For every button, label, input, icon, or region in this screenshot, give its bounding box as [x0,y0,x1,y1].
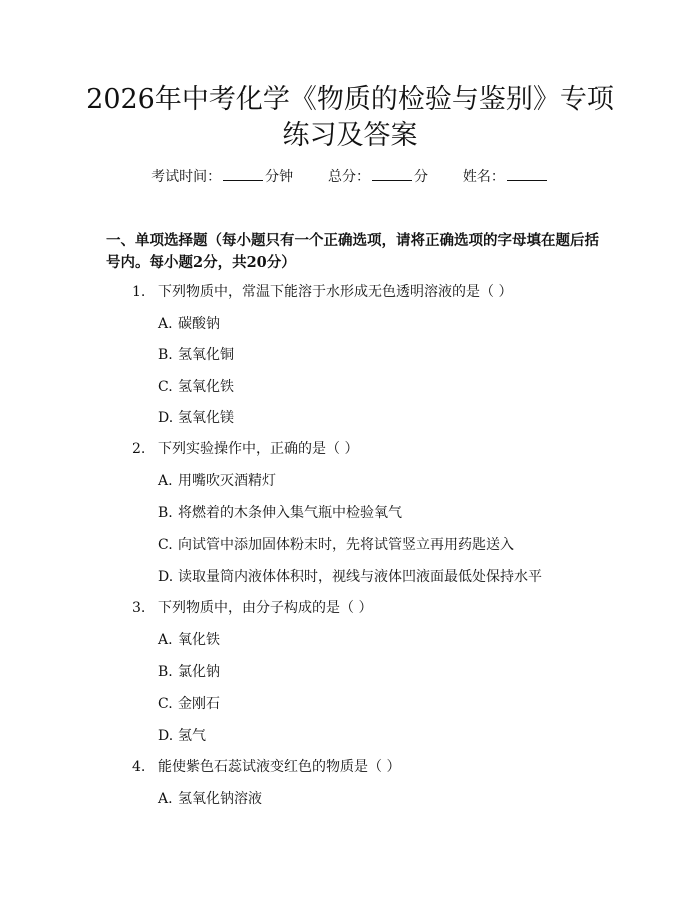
option-1c [158,377,234,397]
page-title-line-1: 2026年中考化学《物质的检验与鉴别》专项 [86,84,614,115]
option-3b [158,662,220,682]
page-title-line-2: 练习及答案 [282,120,418,151]
question-1 [132,282,512,302]
time-unit: 分钟 [265,169,294,185]
option-label: A. [158,791,173,807]
option-text: 读取量筒内液体体积时，视线与液体凹液面最低处保持水平 [178,569,542,585]
option-text: 向试管中添加固体粉末时，先将试管竖立再用药匙送入 [178,537,514,553]
option-text: 氢氧化钠溶液 [178,791,262,807]
question-3 [132,598,372,618]
option-text: 碳酸钠 [178,316,220,332]
question-text: 下列实验操作中，正确的是（ ） [158,441,359,457]
option-label: C. [158,696,173,712]
option-2a [158,471,276,491]
option-text: 氢气 [178,728,206,744]
option-2d [158,567,542,587]
question-text: 能使紫色石蕊试液变红色的物质是（ ） [158,759,401,775]
option-2b [158,503,402,523]
option-label: D. [158,410,174,426]
question-text: 下列物质中，由分子构成的是（ ） [158,600,373,616]
score-label: 总分： [328,169,370,185]
option-label: A. [158,632,173,648]
question-number: 1. [132,284,146,300]
question-number: 4. [132,759,146,775]
option-text: 用嘴吹灭酒精灯 [178,473,276,489]
question-number: 2. [132,441,146,457]
time-label: 考试时间： [151,169,222,185]
option-2c [158,535,514,555]
option-3a [158,630,220,650]
option-4a [158,789,262,809]
option-label: B. [158,664,173,680]
question-2 [132,439,358,459]
option-1a [158,314,220,334]
question-4 [132,757,400,777]
option-text: 氢氧化铁 [178,379,234,395]
score-blank[interactable] [372,168,412,181]
option-3c [158,694,220,714]
option-label: C. [158,379,173,395]
option-text: 氧化铁 [178,632,220,648]
option-label: D. [158,569,174,585]
option-1d [158,408,234,428]
option-label: B. [158,347,173,363]
option-text: 金刚石 [178,696,220,712]
option-text: 氯化钠 [178,664,220,680]
option-label: A. [158,473,173,489]
option-label: D. [158,728,174,744]
option-label: B. [158,505,173,521]
time-blank[interactable] [223,168,263,181]
option-text: 将燃着的木条伸入集气瓶中检验氧气 [178,505,402,521]
option-label: C. [158,537,173,553]
score-unit: 分 [414,169,428,185]
exam-info [0,167,700,187]
option-1b [158,345,234,365]
option-label: A. [158,316,173,332]
option-text: 氢氧化铜 [178,347,234,363]
section-heading: 一、单项选择题（每小题只有一个正确选项，请将正确选项的字母填在题后括号内。每小题2分，共20分） [106,232,599,271]
option-3d [158,726,206,746]
option-text: 氢氧化镁 [178,410,234,426]
name-blank[interactable] [507,168,547,181]
name-label: 姓名： [462,169,505,185]
question-number: 3. [132,600,146,616]
question-text: 下列物质中，常温下能溶于水形成无色透明溶液的是（ ） [158,284,513,300]
